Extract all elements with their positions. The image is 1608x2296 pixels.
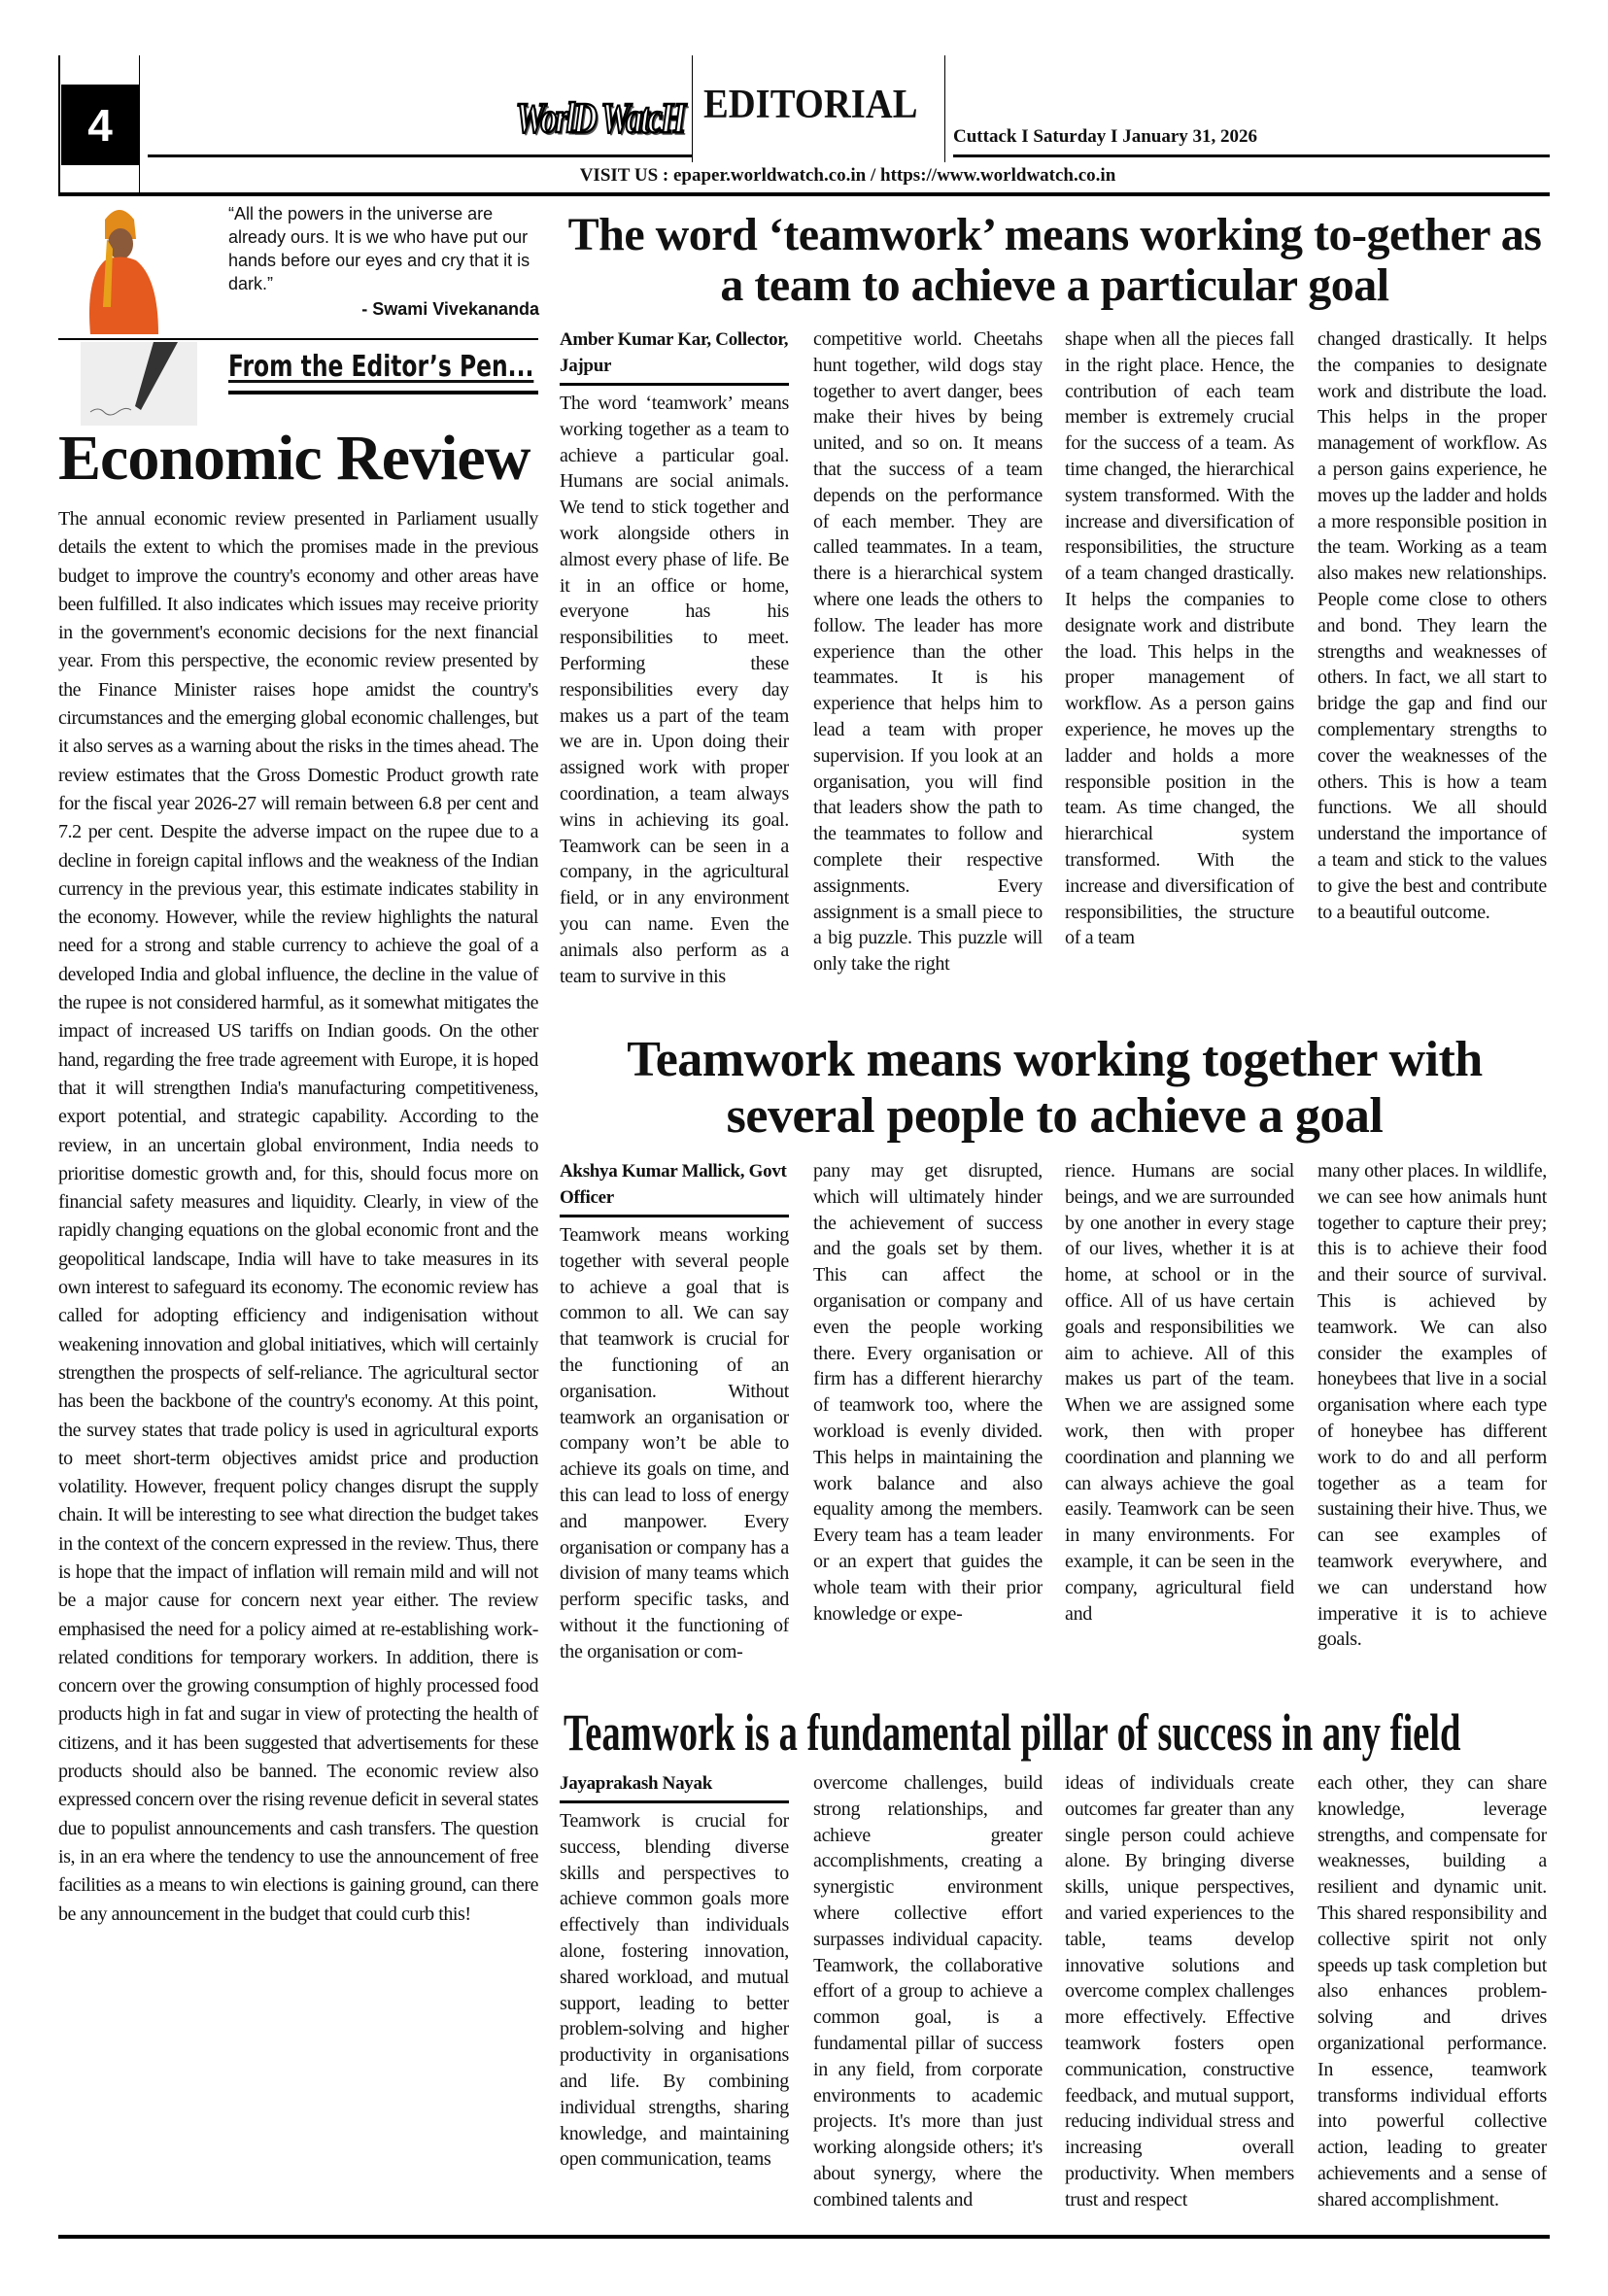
- article-column: competitive world. Cheetahs hunt together, wild dogs stay together to avert danger, bees make their hives by being united, and so on. It means that the success of a team depends on the performance of each member. They are called teammates. In a team, there is a hierarchical system where one leads the others to follow. The leader has more experience than the other teammates. It is his experience that helps him to lead a team with proper supervision. If you look at an organisation, you will find that leaders show the path to the teammates to follow and complete their respective assignments. Every assignment is a small piece to a big puzzle. This puzzle will only take the right: [813, 328, 1043, 976]
- article-column: overcome challenges, build strong relationships, and achieve greater accomplishments, creating a synergistic environment where collective effort surpasses individual capacity. Teamwork, the collaborative effort of a group to achieve a common goal, is a fundamental pillar of success in any field, from corporate environments to academic projects. It's more than just working alongside others; it's about synergy, where the combined talents and: [813, 1772, 1043, 2210]
- article-column: each other, they can share knowledge, leverage strengths, and compensate for weaknesses, building a resilient and dynamic unit. This shared responsibility and collective spirit not only speeds up task completion but also enhances problem-solving and drives organizational performance. In essence, teamwork transforms individual efforts into powerful collective action, leading to greater achievements and a sense of shared accomplishment.: [1317, 1772, 1547, 2210]
- article-column: shape when all the pieces fall in the right place. Hence, the contribution of each team member is extremely crucial for the success of a team. As time changed, the hierarchical system transformed. With the increase and diversification of responsibilities, the structure of a team changed drastically. It helps the companies to designate work and distribute the load. This helps in the proper management of workflow. As a person gains experience, he moves up the ladder and holds a more responsible position in the team. As time changed, the hierarchical system transformed. With the increase and diversification of responsibilities, the structure of a team: [1065, 328, 1294, 949]
- article-text: Teamwork is crucial for success, blending diverse skills and perspectives to achieve common goals more effectively than individuals alone, fostering innovation, shared workload, and mutual support, leading to better problem-solving and higher productivity in organisations and life. By combining individual strengths, sharing knowledge, and maintaining open communication, teams: [560, 1810, 789, 2171]
- pen-icon: [81, 342, 197, 426]
- article-column: [560, 1770, 789, 2229]
- article-headline: Teamwork means working together with several people to achieve a goal: [627, 1032, 1483, 1144]
- article-headline: The word ‘teamwork’ means working to-gether as a team to achieve a particular goal: [567, 209, 1542, 311]
- logo: WorlD WatcH: [515, 95, 685, 143]
- quote-text: “All the powers in the universe are already ours. It is we who have put our hands before our eyes and cry that it is dark.”: [228, 204, 530, 293]
- article-column: [560, 326, 789, 1026]
- article-headline: Teamwork is a fundamental pillar of success in any field: [564, 1703, 1461, 1762]
- rule: [953, 154, 1550, 157]
- dateline: Cuttack I Saturday I January 31, 2026: [953, 126, 1258, 147]
- editorial-body: The annual economic review presented in Parliament usually details the extent to which the promises made in the previous budget to improve the country's economy and other areas have been fulfilled. It also indicates which issues may receive priority in the government's economic decisions for the next financial year. From this perspective, the economic review presented by the Finance Minister raises hope amidst the country's circumstances and the emerging global economic challenges, but it also serves as a warning about the risks in the times ahead. The review estimates that the Gross Domestic Product growth rate for the fiscal year 2026-27 will remain between 6.8 per cent and 7.2 per cent. Despite the adverse impact on the rupee due to a decline in foreign capital inflows and the weakness of the Indian currency in the previous year, this estimate indicates stability in the economy. However, while the review highlights the natural need for a strong and stable currency to achieve the goal of a developed India and global influence, the decline in the value of the rupee is not considered harmful, as it somewhat mitigates the impact of increased US tariffs on Indian goods. On the other hand, regarding the free trade agreement with Europe, it is hoped that it will strengthen India's manufacturing competitiveness, export potential, and strategic capability. According to the review, in an uncertain global environment, India needs to prioritise domestic growth and, for this, should focus more on financial safety measures and liquidity. Clearly, in view of the rapidly changing equations on the global economic front and the geopolitical landscape, India will have to take measures in its own interest to safeguard its economy. The economic review has called for adopting efficiency and indigenisation without weakening innovation and global initiatives, which will certainly strengthen the prospects of self-reliance. The agricultural sector has been the backbone of the country's economy. At this point, the survey states that trade policy is used in agricultural exports to meet short-term objectives amidst price and production volatility. However, frequent policy changes disrupt the supply chain. It will be interesting to see what direction the budget takes in the context of the concern expressed in the review. Thus, there is hope that the impact of inflation will remain mild and will not be a major cause for concern next year either. The review emphasised the need for a policy aimed at re-establishing work-related conditions for temporary workers. In addition, there is concern over the growing consumption of highly processed food products high in fat and sugar in view of protecting the health of citizens, and it has been suggested that advertisements for these products should also be banned. The economic review also expressed concern over the rising revenue deficit in several states due to populist announcements and cash transfers. The question is, in an era where the tendency to use the announcement of free facilities as a means to win elections is gaining ground, can there be any announcement in the budget that could curb this!: [58, 508, 538, 1925]
- rule: [58, 192, 1550, 196]
- visit-links: VISIT US : epaper.worldwatch.co.in / https://www.worldwatch.co.in: [579, 165, 1116, 186]
- frame-line: [58, 55, 60, 196]
- rule: [148, 154, 692, 157]
- frame-line: [692, 55, 693, 162]
- rule: [58, 338, 538, 340]
- article-column: ideas of individuals create outcomes far greater than any single person could achieve alone. By bringing diverse skills, unique perspectives, and varied experiences to the table, teams develop innovative solutions and overcome complex challenges more effectively. Effective teamwork fosters open communication, constructive feedback, and mutual support, reducing individual stress and increasing overall productivity. When members trust and respect: [1065, 1772, 1294, 2210]
- article-column: changed drastically. It helps the companies to designate work and distribute the load. This helps in the proper management of workflow. As a person gains experience, he moves up the ladder and holds a more responsible position in the team. Working as a team also makes new relationships. People come close to others and bond. They learn the strengths and weaknesses of others. In fact, we all start to bridge the gap and find our complementary strengths to cover the weaknesses of the others. This is how a team functions. We all should understand the importance of a team and stick to the values to give the best and contribute to a beautiful outcome.: [1317, 328, 1547, 923]
- article-column: [560, 1158, 789, 1706]
- frame-line: [944, 55, 945, 162]
- frame-line: [139, 55, 140, 196]
- article-text: Teamwork means working together with several people to achieve a goal that is common to all. We can say that teamwork is crucial for the functioning of an organisation. Without teamwork an organisation or company won’t be able to achieve its goals on time, and this can lead to loss of energy and manpower. Every organisation or company has a division of many teams which perform specific tasks, and without it the functioning of the organisation or com-: [560, 1224, 789, 1662]
- editors-pen-label: From the Editor’s Pen...: [228, 350, 534, 384]
- byline: Jayaprakash Nayak: [560, 1770, 789, 1803]
- article-column: many other places. In wildlife, we can see how animals hunt together to capture their prey; this is to achieve their food and their source of survival. This is achieved by teamwork. We can also consider the examples of honeybees that live in a social organisation where each type of honeybee has different work to do and all perform together as a team for sustaining their hive. Thus, we can see examples of teamwork everywhere, and we can understand how imperative it is to achieve goals.: [1317, 1160, 1547, 1651]
- byline: Akshya Kumar Mallick, Govt Officer: [560, 1158, 789, 1217]
- rule: [228, 391, 538, 394]
- article-column: pany may get disrupted, which will ultimately hinder the achievement of success and the goals set by them. This can affect the organisation or company and even the people working there. Every organisation or firm has a different hierarchy of teamwork too, where the workload is evenly divided. This helps in maintaining the work balance and also equality among the members. Every team has a team leader or an expert that guides the whole team with their prior knowledge or expe-: [813, 1160, 1043, 1625]
- quote-author: - Swami Vivekananda: [361, 299, 539, 319]
- article-headline-wrap: [564, 1702, 1550, 1763]
- vivekananda-portrait-icon: [66, 200, 212, 334]
- section-title: EDITORIAL: [703, 83, 918, 127]
- bottom-rule: [58, 2235, 1550, 2239]
- article-text: The word ‘teamwork’ means working together as a team to achieve a particular goal. Humans are social animals. We tend to stick together and work alongside others in almost every phase of life. Be it in an office or home, everyone has his responsibilities to meet. Performing these responsibilities every day makes us a part of the team we are in. Upon doing their assigned work with proper coordination, a team always wins in achieving its goal. Teamwork can be seen in a company, in the agricultural field, or in any environment you can name. Even the animals also perform as a team to survive in this: [560, 393, 789, 987]
- article-column: rience. Humans are social beings, and we are surrounded by one another in every stage of our lives, whether it is at home, at school or in the office. All of us have certain goals and responsibilities we aim to achieve. All of this makes us part of the team. When we are assigned some work, then with proper coordination and planning we can always achieve the goal easily. Teamwork can be seen in many environments. For example, it can be seen in the company, agricultural field and: [1065, 1160, 1294, 1625]
- editorial-title: Economic Review: [58, 423, 530, 494]
- byline: Amber Kumar Kar, Collector, Jajpur: [560, 326, 789, 386]
- page-number: 4: [61, 85, 139, 165]
